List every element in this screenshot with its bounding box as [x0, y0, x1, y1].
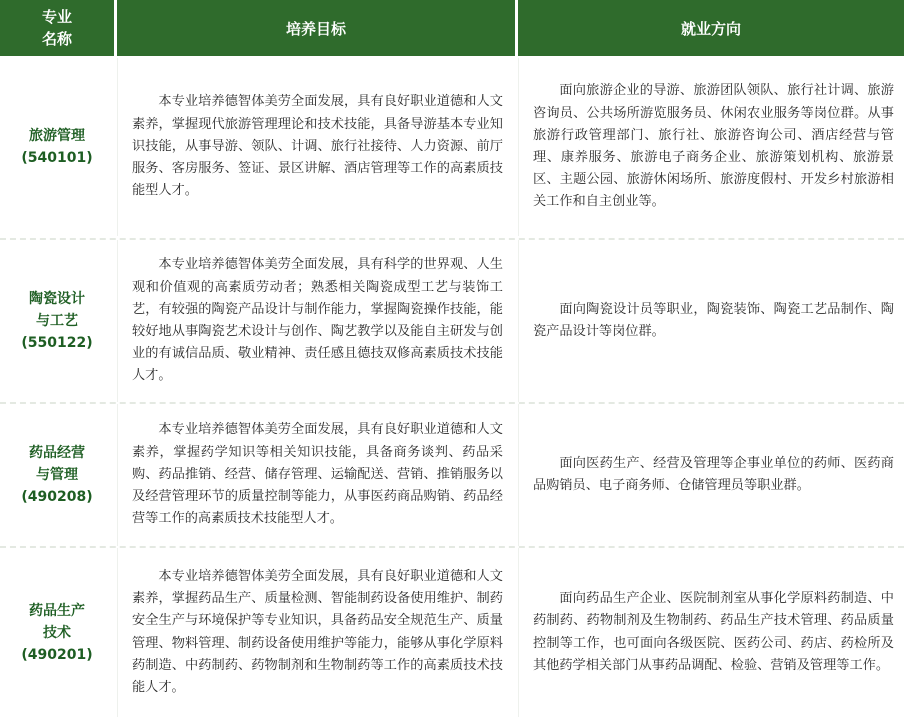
employment-direction-cell [518, 404, 904, 546]
major-code: (490201) [21, 646, 93, 663]
table-row-tourism-management [0, 58, 904, 236]
employment-direction-text: 面向药品生产企业、医院制剂室从事化学原料药制造、中药制药、药物制剂及生物制药、药品生产技术管理、药品质量控制等工作，也可面向各级医院、医药公司、药店、药检所及其他药学相关部门从事药品调配、检验、营销及管理等工作。 [533, 591, 894, 673]
major-code: (550122) [21, 335, 93, 351]
training-goal-cell [117, 58, 515, 236]
major-cell [0, 240, 114, 402]
major-name: 旅游管理 [29, 128, 85, 144]
major-name: 药品经营 与管理 [29, 445, 85, 483]
training-goal-cell [117, 404, 515, 546]
employment-direction-cell [518, 548, 904, 717]
employment-direction-cell [518, 58, 904, 236]
employment-direction-cell [518, 240, 904, 402]
training-goal-text: 本专业培养德智体美劳全面发展，具有良好职业道德和人文素养，掌握药品生产、质量检测、智能制药设备使用维护、制药安全生产与环境保护等专业知识，具备药品安全规范生产、质量管理、物料管理、制药设备使用维护等能力，能够从事化学原料药制造、中药制药、药物制剂和生物制药等工作的高素质技术技能人才。 [132, 568, 503, 695]
major-code: (490208) [21, 489, 93, 505]
training-goal-cell [117, 240, 515, 402]
major-cell [0, 404, 114, 546]
training-goal-cell [117, 548, 515, 717]
header-major-name-label: 专业 名称 [41, 8, 72, 48]
training-goal-text: 本专业培养德智体美劳全面发展，具有科学的世界观、人生观和价值观的高素质劳动者；熟悉相关陶瓷成型工艺与装饰工艺，有较强的陶瓷产品设计与制作能力，掌握陶瓷操作技能，能较好地从事陶瓷艺术设计与创作、陶艺教学以及能自主研发与创业的有诚信品质、敬业精神、责任感且德技双修高素质技术技能人才。 [132, 257, 503, 384]
header-training-goal [117, 0, 515, 56]
header-employment-direction [518, 0, 904, 56]
table-row-ceramic-design [0, 238, 904, 402]
major-name: 陶瓷设计 与工艺 [29, 291, 85, 329]
training-goal-text: 本专业培养德智体美劳全面发展，具有良好职业道德和人文素养，掌握现代旅游管理理论和技术技能，具备导游基本专业知识技能，从事导游、领队、计调、旅行社接待、人力资源、前厅服务、客房服务、签证、景区讲解、酒店管理等工作的高素质技能型人才。 [132, 94, 503, 199]
header-major-name [0, 0, 114, 56]
header-employment-direction-label: 就业方向 [680, 19, 741, 38]
table-header [0, 0, 904, 56]
employment-direction-text: 面向陶瓷设计员等职业，陶瓷装饰、陶瓷工艺品制作、陶瓷产品设计等岗位群。 [533, 301, 894, 339]
table-row-pharma-marketing [0, 402, 904, 546]
training-goal-text: 本专业培养德智体美劳全面发展，具有良好职业道德和人文素养，掌握药学知识等相关知识技能，具备商务谈判、药品采购、药品推销、经营、储存管理、运输配送、营销、推销服务以及经营管理环节的质量控制等能力，从事医药商品购销、药品经营等工作的高素质技术技能型人才。 [132, 422, 503, 527]
major-name: 药品生产 技术 [29, 602, 85, 641]
employment-direction-text: 面向旅游企业的导游、旅游团队领队、旅行社计调、旅游咨询员、公共场所游览服务员、休闲农业服务等岗位群。从事旅游行政管理部门、旅行社、旅游咨询公司、酒店经营与管理、康养服务、旅游电子商务企业、旅游策划机构、旅游景区、主题公园、旅游休闲场所、旅游度假村、开发乡村旅游相关工作和自主创业等。 [533, 83, 894, 210]
major-cell [0, 58, 114, 236]
header-training-goal-label: 培养目标 [285, 19, 346, 38]
major-cell [0, 548, 114, 717]
table-row-pharma-production [0, 546, 904, 717]
employment-direction-text: 面向医药生产、经营及管理等企事业单位的药师、医药商品购销员、电子商务师、仓储管理员等职业群。 [533, 455, 894, 493]
major-code: (540101) [21, 150, 93, 166]
